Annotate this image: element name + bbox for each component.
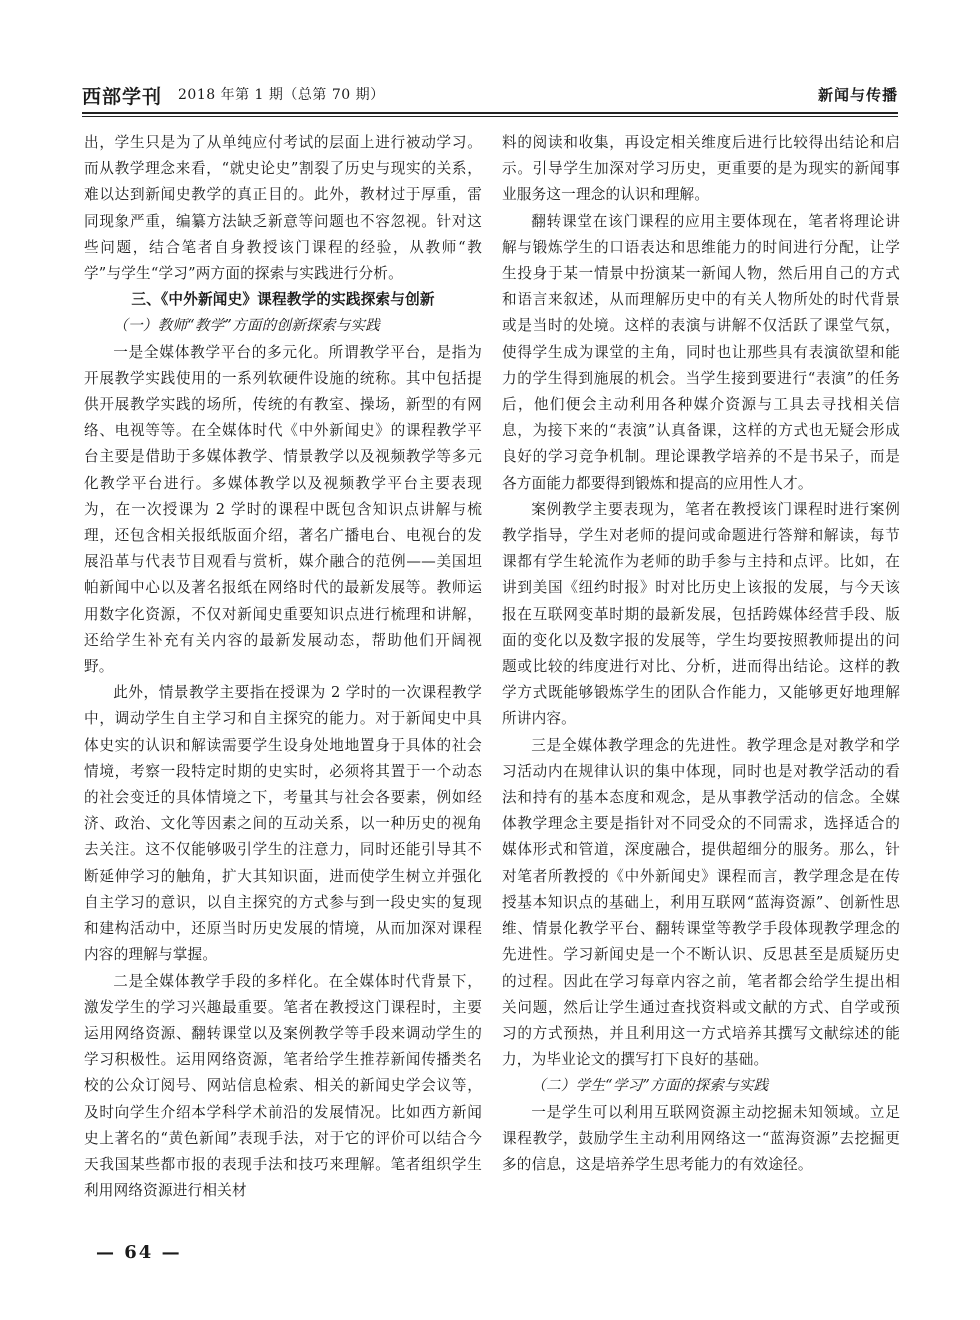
page-number: — 64 — <box>96 1242 182 1263</box>
right-column <box>502 130 900 1178</box>
left-column <box>84 130 482 1204</box>
section-heading: 三、《中外新闻史》课程教学的实践探索与创新 <box>131 291 435 309</box>
paragraph: 出，学生只是为了从单纯应付考试的层面上进行被动学习。而从教学理念来看，“就史论史”割裂了历史与现实的关系，难以达到新闻史教学的真正目的。此外，教材过于厚重，雷同现象严重，编纂方法缺乏新意等问题也不容忽视。针对这些问题，结合笔者自身教授该门课程的经验，从教师“教学”与学生“学习”两方面的探索与实践进行分析。 <box>84 134 482 283</box>
header-rule-thin <box>82 116 898 117</box>
paragraph: 案例教学主要表现为，笔者在教授该门课程时进行案例教学指导，学生对老师的提问或命题进行答辩和解读，每节课都有学生轮流作为老师的助手参与主持和点评。比如，在讲到美国《纽约时报》时对比历史上该报的发展，与今天该报在互联网变革时期的最新发展，包括跨媒体经营手段、版面的变化以及数字报的发展等，学生均要按照教师提出的问题或比较的纬度进行对比、分析，进而得出结论。这样的教学方式既能够锻炼学生的团队合作能力，又能够更好地理解所讲内容。 <box>502 500 900 728</box>
paragraph: 三是全媒体教学理念的先进性。教学理念是对教学和学习活动内在规律认识的集中体现，同时也是对教学活动的看法和持有的基本态度和观念，是从事教学活动的信念。全媒体教学理念主要是指针对不同受众的不同需求，选择适合的媒体形式和管道，深度融合，提供超细分的服务。那么，针对笔者所教授的《中外新闻史》课程而言，教学理念是在传授基本知识点的基础上，利用互联网“蓝海资源”、创新性思维、情景化教学平台、翻转课堂等教学手段体现教学理念的先进性。学习新闻史是一个不断认识、反思甚至是质疑历史的过程。因此在学习每章内容之前，笔者都会给学生提出相关问题，然后让学生通过查找资料或文献的方式、自学或预习的方式预热，并且利用这一方式培养其撰写文献综述的能力，为毕业论文的撰写打下良好的基础。 <box>502 736 900 1069</box>
subsection-heading: （二）学生“学习”方面的探索与实践 <box>531 1077 769 1095</box>
issue-info: 2018 年第 1 期（总第 70 期） <box>178 87 385 103</box>
subsection-heading: （一）教师“教学”方面的创新探索与实践 <box>113 317 381 335</box>
header-rule-thick <box>82 112 898 114</box>
page-header <box>82 74 898 110</box>
paragraph: 一是全媒体教学平台的多元化。所谓教学平台，是指为开展教学实践使用的一系列软硬件设施的统称。其中包括提供开展教学实践的场所，传统的有教室、操场，新型的有网络、电视等等。在全媒体时代《中外新闻史》的课程教学平台主要是借助于多媒体教学、情景教学以及视频教学等多元化教学平台进行。多媒体教学以及视频教学平台主要表现为，在一次授课为 2 学时的课程中既包含知识点讲解与梳理，还包含相关报纸版面介绍，著名广播电台、电视台的发展沿革与代表节目观看与赏析，媒介融合的范例——美国坦帕新闻中心以及著名报纸在网络时代的最新发展等。教师运用数字化资源，不仅对新闻史重要知识点进行梳理和讲解，还给学生补充有关内容的最新发展动态，帮助他们开阔视野。 <box>84 343 482 676</box>
paragraph: 翻转课堂在该门课程的应用主要体现在，笔者将理论讲解与锻炼学生的口语表达和思维能力的时间进行分配，让学生投身于某一情景中扮演某一新闻人物，然后用自己的方式和语言来叙述，从而理解历史中的有关人物所处的时代背景或是当时的处境。这样的表演与讲解不仅活跃了课堂气氛，使得学生成为课堂的主角，同时也让那些具有表演欲望和能力的学生得到施展的机会。当学生接到要进行“表演”的任务后，他们便会主动利用各种媒介资源与工具去寻找相关信息，为接下来的“表演”认真备课，这样的方式也无疑会形成良好的学习竞争机制。理论课教学培养的不是书呆子，而是各方面能力都要得到锻炼和提高的应用性人才。 <box>502 212 900 492</box>
paragraph: 此外，情景教学主要指在授课为 2 学时的一次课程教学中，调动学生自主学习和自主探究的能力。对于新闻史中具体史实的认识和解读需要学生设身处地地置身于具体的社会情境，考察一段特定时期的史实时，必须将其置于一个动态的社会变迁的具体情境之下，考量其与社会各要素，例如经济、政治、文化等因素之间的互动关系，以一种历史的视角去关注。这不仅能够吸引学生的注意力，同时还能引导其不断延伸学习的触角，扩大其知识面，进而使学生树立并强化自主学习的意识，以自主探究的方式参与到一段史实的复现和建构活动中，还原当时历史发展的情境，从而加深对课程内容的理解与掌握。 <box>84 684 482 964</box>
paragraph: 一是学生可以利用互联网资源主动挖掘未知领域。立足课程教学，鼓励学生主动利用网络这一“蓝海资源”去挖掘更多的信息，这是培养学生思考能力的有效途径。 <box>502 1103 900 1173</box>
paragraph: 料的阅读和收集，再设定相关维度后进行比较得出结论和启示。引导学生加深对学习历史，更重要的是为现实的新闻事业服务这一理念的认识和理解。 <box>502 134 900 204</box>
section-name: 新闻与传播 <box>817 86 898 104</box>
journal-title: 西部学刊 <box>82 86 163 108</box>
paragraph: 二是全媒体教学手段的多样化。在全媒体时代背景下，激发学生的学习兴趣最重要。笔者在教授这门课程时，主要运用网络资源、翻转课堂以及案例教学等手段来调动学生的学习积极性。运用网络资源，笔者给学生推荐新闻传播类名校的公众订阅号、网站信息检索、相关的新闻史学会议等，及时向学生介绍本学科学术前沿的发展情况。比如西方新闻史上著名的“黄色新闻”表现手法，对于它的评价可以结合今天我国某些都市报的表现手法和技巧来理解。笔者组织学生利用网络资源进行相关材 <box>84 972 482 1200</box>
